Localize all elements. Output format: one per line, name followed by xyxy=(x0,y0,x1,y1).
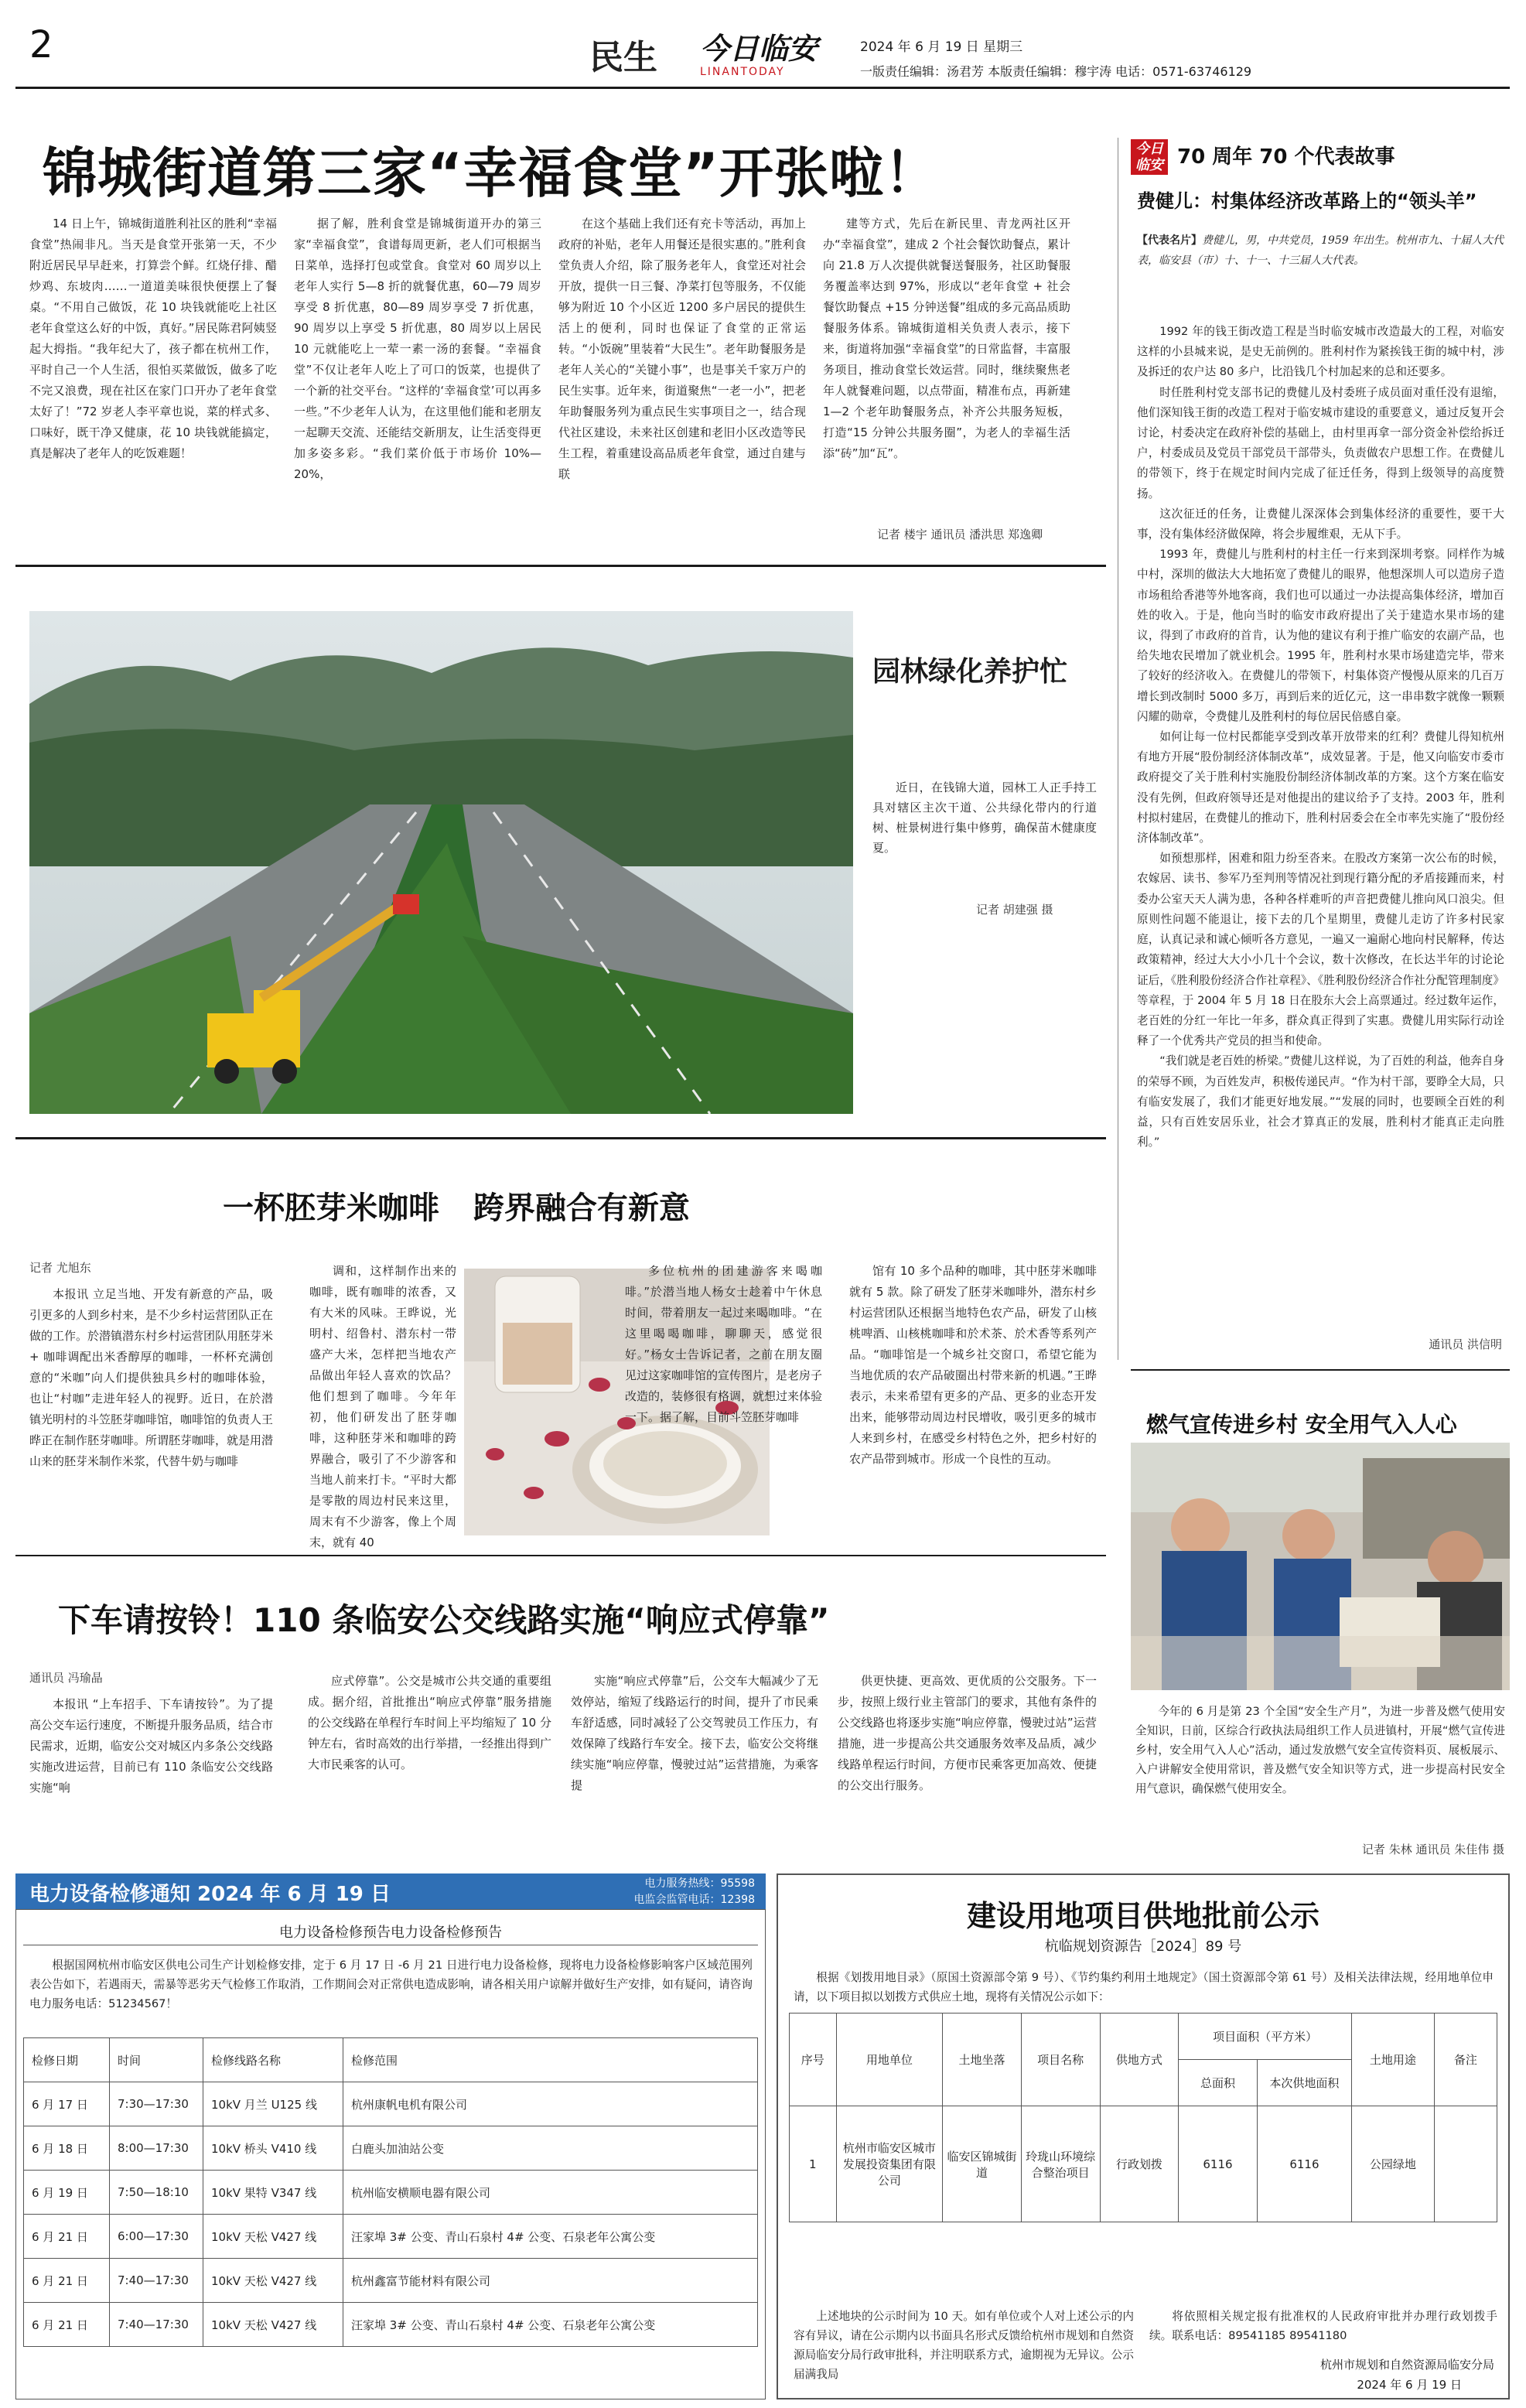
coffee-column-2: 调和，这样制作出来的咖啡，既有咖啡的浓香，又有大米的风味。王晔说，光明村、绍鲁村、潜东村一带盛产大米，怎样把当地农产品做出年轻人喜欢的饮品？他们想到了咖啡。今年年初，他们研发出了胚芽咖啡，这种胚芽米和咖啡的跨界融合，吸引了不少游客和当地人前来打卡。“平时大都是零散的周边村民来这里，周末有不少游客，像上个周末，就有 40 xyxy=(309,1264,456,1549)
lead-column-1: 14 日上午，锦城街道胜利社区的胜利“幸福食堂”热闹非凡。当天是食堂开张第一天，不少附近居民早早赶来，打算尝个鲜。红烧仔排、醋炒鸡、东坡肉……一道道美味很快便摆上了餐桌。“不用自己做饭，花 10 块钱就能吃上社区老年食堂这么好的中饭，真好。”居民陈君阿姨竖起大拇指。“我年纪大了，孩子都在杭州工作，平时自己一个人生活，很怕买菜做饭，做多了吃不完又浪费，现在社区在家门口开办了老年食堂太好了！”72 岁老人李平章也说，菜的样式多、口味好，既干净又健康，花 10 块钱就能搞定，真是解决了老年人的吃饭难题！ xyxy=(29,217,277,460)
power-table-header xyxy=(24,2038,758,2082)
land-table-header xyxy=(790,2013,1497,2060)
coffee-column-4: 馆有 10 多个品种的咖啡，其中胚芽米咖啡就有 5 款。除了研发了胚芽米咖啡外，潜东村乡村运营团队还根据当地特色农产品，研发了山核桃啤酒、山核桃咖啡和於术茶、於术香等系列产品。“咖啡馆是一个城乡社交窗口，希望它能为当地优质的农产品破圈出村带来新的机遇。”王晔表示，未来希望有更多的产品、更多的业态开发出来，能够带动周边村民增收，吸引更多的城市人来到乡村，在感受乡村特色之外，把乡村好的农产品带到城市。形成一个良性的互动。 xyxy=(849,1264,1097,1466)
table-row: 6 月 17 日 7:30—17:30 10kV 月兰 U125 线 杭州康帆电机有限公司 xyxy=(24,2082,758,2126)
page-number: 2 xyxy=(29,23,53,67)
land-notice xyxy=(777,1873,1510,2399)
table-row: 6 月 21 日 6:00—17:30 10kV 天松 V427 线 汪家埠 3# 公变、青山石泉村 4# 公变、石泉老年公寓公变 xyxy=(24,2215,758,2259)
gas-byline: 记者 朱林 通讯员 朱佳伟 摄 xyxy=(1361,1843,1504,1856)
page-header xyxy=(0,0,1526,79)
lead-headline: 锦城街道第三家“幸福食堂”开张啦！ xyxy=(43,142,940,205)
sidebar-byline: 通讯员 洪信明 xyxy=(1429,1337,1502,1351)
gas-photo xyxy=(1131,1443,1510,1690)
table-row: 6 月 21 日 7:40—17:30 10kV 天松 V427 线 杭州鑫富节能材料有限公司 xyxy=(24,2259,758,2303)
column-header: 本次供地面积 xyxy=(1257,2060,1351,2106)
land-intro: 根据《划拨用地目录》（原国土资源部令第 9 号）、《节约集约利用土地规定》（国土资源部令第 61 号）及相关法律法规，经用地单位申请，以下项目拟以划拨方式供应土地，现将有关情况公示如下： xyxy=(794,1971,1494,2003)
power-subtitle: 电力设备检修预告电力设备检修预告 xyxy=(279,1925,502,1941)
newspaper-logo: 今日临安 LINANTODAY xyxy=(700,32,818,78)
power-notice xyxy=(15,1873,766,2399)
issue-date: 2024 年 6 月 19 日 星期三 xyxy=(860,39,1023,55)
column-header: 检修线路名称 xyxy=(203,2038,343,2082)
power-header-bar xyxy=(15,1873,766,1909)
lead-column-4: 建等方式，先后在新民里、青龙两社区开办“幸福食堂”，建成 2 个社会餐饮助餐点，累计向 21.8 万人次提供就餐送餐服务，社区助餐服务覆盖率达到 97%，形成以“老年食堂 + 社会餐饮助餐点 +15 分钟送餐”组成的多元高品质助餐服务体系。锦城街道相关负责人表示，接下来，街道将加强“幸福食堂”的日常监督，丰富服务项目，推动食堂长效运营。同时，继续聚焦老年人就餐难问题，以点带面，精准布点，再新建 1—2 个老年助餐服务点，补齐公共服务短板，打造“15 分钟公共服务圈”，为老人的幸福生活添“砖”加“瓦”。 xyxy=(823,217,1070,460)
sidebar-headline: 费健儿：村集体经济改革路上的“领头羊” xyxy=(1137,190,1477,212)
power-table xyxy=(23,2037,758,2347)
coffee-column-3: 多位杭州的团建游客来喝咖啡。”於潜当地人杨女士趁着中午休息时间，带着朋友一起过来喝咖啡。“在这里喝喝咖啡，聊聊天，感觉很好。”杨女士告诉记者，之前在朋友圈见过这家咖啡馆的宣传图片，是老房子改造的，装修很有格调，就想过来体验一下。据了解，目前斗笠胚芽咖啡 xyxy=(625,1264,823,1424)
sidebar-rep-card: 【代表名片】费健儿，男，中共党员，1959 年出生。杭州市九、十届人大代表，临安县（市）十、十一、十三届人大代表。 xyxy=(1137,234,1504,267)
land-table xyxy=(789,2013,1497,2222)
bus-column-4: 供更快捷、更高效、更优质的公交服务。下一步，按照上级行业主管部门的要求，其他有条件的公交线路也将逐步实施“响应停靠，慢驶过站”运营措施，进一步提高公共交通服务效率及品质，减少线路单程运行时间，方便市民乘客更加高效、便捷的公交出行服务。 xyxy=(838,1674,1097,1792)
land-subtitle: 杭临规划资源告［2024］89 号 xyxy=(1044,1938,1242,1955)
coffee-column-1: 本报讯 立足当地、开发有新意的产品，吸引更多的人到乡村来，是不少乡村运营团队正在做的工作。於潜镇潜东村乡村运营团队用胚芽米 + 咖啡调配出米香醇厚的咖啡，一杯杯充满创意的“米咖”向人们提供独具乡村的咖啡体验，也让“村咖”走进年轻人的视野。近日，在於潜镇光明村的斗笠胚芽咖啡馆，咖啡馆的负责人王晔正在制作胚芽咖啡。所谓胚芽咖啡，就是用潜山来的胚芽米制作米浆，代替牛奶与咖啡 xyxy=(29,1287,274,1468)
column-header: 检修日期 xyxy=(24,2038,110,2082)
garden-title: 园林绿化养护忙 xyxy=(872,656,1068,688)
power-header-title: 电力设备检修通知 2024 年 6 月 19 日 xyxy=(29,1883,391,1906)
land-footer-left: 上述地块的公示时间为 10 天。如有单位或个人对上述公示的内容有异议，请在公示期内以书面具名形式反馈给杭州市规划和自然资源局临安分局行政审批科，并注明联系方式，逾期视为无异议。公示届满我局 xyxy=(794,2310,1134,2381)
garden-caption: 近日，在钱锦大道，园林工人正手持工具对辖区主次干道、公共绿化带内的行道树、桩景树进行集中修剪，确保苗木健康度夏。 xyxy=(872,780,1097,855)
editor-info: 一版责任编辑：汤君芳 本版责任编辑：穆宇涛 电话：0571-63746129 xyxy=(860,64,1252,79)
sidebar-series: 70 周年 70 个代表故事 xyxy=(1177,145,1395,169)
column-header: 项目面积（平方米） xyxy=(1179,2013,1352,2060)
column-header: 序号 xyxy=(790,2013,837,2106)
garden-byline: 记者 胡建强 摄 xyxy=(976,903,1053,917)
column-header: 土地坐落 xyxy=(943,2013,1022,2106)
bus-column-1: 本报讯 “上车招手、下车请按铃”。为了提高公交车运行速度，不断提升服务品质，结合市民需求，近期，临安公交对城区内多条公交线路实施改进运营，目前已有 110 条临安公交线路实施“响 xyxy=(29,1697,274,1795)
power-hotline: 电力服务热线：95598 xyxy=(644,1877,755,1890)
column-header: 检修范围 xyxy=(343,2038,758,2082)
land-signature: 杭州市规划和自然资源局临安分局 xyxy=(1319,2358,1494,2372)
bus-byline: 通讯员 冯瑜晶 xyxy=(29,1671,103,1685)
gas-photo-image xyxy=(1131,1443,1510,1690)
column-header: 供地方式 xyxy=(1100,2013,1179,2106)
sidebar-body: 1992 年的钱王街改造工程是当时临安城市改造最大的工程，对临安这样的小县城来说，是史无前例的。胜利村作为紧挨钱王街的城中村，涉及拆迁的农户达 80 多户，比沿钱几个村加起来的总和还要多。 时任胜利村党支部书记的费健儿及村委班子成员面对重任没有退缩，他们深知钱王街的改造工程对于临安城市建设的重要意义，通过反复开会讨论，村委决定在政府补偿的基础上，由村里再拿一部分资金补偿给拆迁户，村委成员及党员干部党员干部带头，负责做农户思想工作。在费健儿的带领下，终于在规定时间内完成了征迁任务，得到上级领导的高度赞扬。 这次征迁的任务，让费健儿深深体会到集体经济的重要性，要干大事，没有集体经济做保障，将会步履维艰，无从下手。 1993 年，费健儿与胜利村的村主任一行来到深圳考察。同样作为城中村，深圳的做法大大地拓宽了费健儿的眼界，他想深圳人可以造房子造市场租给香港等外地客商，我们也可以通过一办法提高集体经济，增加百姓的收入。于是，他向当时的临安市政府提出了关于建造水果市场的建议，得到了市政府的首肯，认为他的建议有利于推广临安的农副产品，也给失地农民增加了就业机会。1995 年，胜利村水果市场建造完毕，带来了较好的经济收入。在费健儿的带领下，村集体资产慢慢从原来的几百万增长到改制时 5000 多万，再到后来的近亿元，这一串串数字就像一颗颗闪耀的勋章，令费健儿及胜利村的每位居民倍感自豪。 如何让每一位村民都能享受到改革开放带来的红利？费健儿得知杭州有地方开展“股份制经济体制改革”，成效显著。于是，他又向临安市委市政府提交了关于胜利村实施股份制经济体制改革的方案。这个方案在临安没有先例，但政府领导还是对他提出的建议给予了支持。2003 年，胜利村拟村建居，在费健儿的推动下，胜利村居委会在全市率先实施了“股份经济体制改革”。 如预想那样，困难和阻力纷至沓来。在股改方案第一次公布的时候，农嫁居、读书、参军乃至判刑等情况社到现行籍分配的矛盾接踵而来，村委办公室天天人满为患，各种各样难听的声音把费健儿推向风口浪尖。但原则性问题不能退让，接下去的几个星期里，费健儿走访了许多村民家庭，认真记录和诚心倾听各方意见，一遍又一遍耐心地向村民解释，传达政策精神，经过大大小小几十个会议，数十次修改，在长达半年的讨论论证后，《胜利股份经济合作社章程》、《胜利股份经济合作社分配管理制度》等章程，于 2004 年 5 月 18 日在股东大会上高票通过。经过数年运作，老百姓的分红一年比一年多，群众真正得到了实惠。费健儿用实际行动诠释了一个优秀共产党员的担当和使命。 “我们就是老百姓的桥梁。”费健儿这样说，为了百姓的利益，他奔自身的荣辱不顾，为百姓发声，积极传递民声。“作为村干部，要睁全大局，只有临安发展了，我们才能更好地发展。”“发展的同时，也要顾全百姓的利益，只有百姓安居乐业，社会才算真正的发展，胜利村才能真正走向胜利。” xyxy=(1137,325,1504,1149)
column-header: 用地单位 xyxy=(836,2013,943,2106)
bus-column-2: 应式停靠”。公交是城市公共交通的重要组成。据介绍，首批推出“响应式停靠”服务措施的公交线路在单程行车时间上平均缩短了 10 分钟左右，省时高效的出行举措，一经推出得到广大市民乘客的认可。 xyxy=(308,1674,552,1771)
lead-column-3: 在这个基础上我们还有充卡等活动，再加上政府的补贴，老年人用餐还是很实惠的。”胜利食堂负责人介绍，除了服务老年人，食堂还对社会开放，提供一日三餐、净菜打包等服务，不仅能够为附近 10 个小区近 1200 多户居民的提供生活上的便利，同时也保证了食堂的正常运转。“小饭碗”里装着“大民生”。老年助餐服务是老年人关心的“关键小事”，也是事关千家万户的民生实事。近年来，街道聚焦“一老一小”，把老年助餐服务列为重点民生实事项目之一，结合现代社区建设，未来社区创建和老旧小区改造等民生工程，着重建设高品质老年食堂，通过自建与联 xyxy=(558,217,806,481)
lead-byline: 记者 楼宇 通讯员 潘洪思 郑逸卿 xyxy=(877,528,1043,541)
column-header: 项目名称 xyxy=(1021,2013,1100,2106)
garden-photo-image xyxy=(29,611,853,1114)
table-row: 6 月 21 日 7:40—17:30 10kV 天松 V427 线 汪家埠 3# 公变、青山石泉村 4# 公变、石泉老年公寓公变 xyxy=(24,2303,758,2347)
land-footer-right: 将依照相关规定报有批准权的人民政府审批并办理行政划拨手续。联系电话：89541185 89541180 xyxy=(1149,2310,1497,2342)
section-name: 民生 xyxy=(589,38,657,77)
column-header: 土地用途 xyxy=(1352,2013,1435,2106)
sidebar-story xyxy=(1131,138,1510,1352)
table-row: 1 杭州市临安区城市发展投资集团有限公司 临安区锦城街道 玲珑山环境综合整治项目 行政划拨 6116 6116 公园绿地 xyxy=(790,2106,1497,2222)
lead-column-2: 据了解，胜利食堂是锦城街道开办的第三家“幸福食堂”，食谱每周更新，老人们可根据当日菜单，选择打包或堂食。食堂对 60 周岁以上老年人实行 5—8 折的就餐优惠，60—79 周岁享受 8 折优惠，80—89 周岁享受 7 折优惠，90 周岁以上享受 5 折优惠，80 周岁以上居民 10 元就能吃上一荤一素一汤的套餐。“幸福食堂”不仅让老年人吃上了可口的饭菜，也提供了一个新的社交平台。“这样的‘幸福食堂’可以再多一些。”不少老年人认为，在这里他们能和老朋友一起聊天交流、还能结交新朋友，让生活变得更加多姿多彩。“我们菜价低于市场价 10%—20%， xyxy=(294,217,541,481)
coffee-headline: 一杯胚芽米咖啡 跨界融合有新意 xyxy=(223,1190,690,1226)
column-header: 总面积 xyxy=(1179,2060,1258,2106)
sidebar-badge: 今日临安 xyxy=(1131,139,1168,175)
power-intro: 根据国网杭州市临安区供电公司生产计划检修安排，定于 6 月 17 日 -6 月 21 日进行电力设备检修，现将电力设备检修影响客户区域范围列表公告如下，若遇雨天，需暴等恶劣天气检修工作取消，工作期间会对正常供电造成影响，请各相关用户谅解并做好生产安排，如有疑问，请咨询电力服务电话：51234567！ xyxy=(29,1959,753,2010)
gas-headline: 燃气宣传进乡村 安全用气入人心 xyxy=(1146,1412,1457,1437)
table-row: 6 月 18 日 8:00—17:30 10kV 桥头 V410 线 白鹿头加油站公变 xyxy=(24,2126,758,2171)
coffee-byline: 记者 尤旭东 xyxy=(29,1261,91,1275)
land-sign-date: 2024 年 6 月 19 日 xyxy=(1357,2378,1462,2392)
power-supervision-hotline: 电监会监管电话：12398 xyxy=(633,1894,755,1906)
garden-photo xyxy=(29,611,853,1114)
table-row: 6 月 19 日 7:50—18:10 10kV 果特 V347 线 杭州临安横顺电器有限公司 xyxy=(24,2171,758,2215)
bus-headline: 下车请按铃！110 条临安公交线路实施“响应式停靠” xyxy=(58,1601,830,1639)
gas-caption: 今年的 6 月是第 23 个全国“安全生产月”，为进一步普及燃气使用安全知识，日前，区综合行政执法局组织工作人员进镇村，开展“燃气宣传进乡村，安全用气入人心”活动，通过发放燃气安全宣传资料页、展板展示、入户讲解安全使用常识，普及燃气安全知识等方式，进一步提高村民安全用气意识，确保燃气使用安全。 xyxy=(1135,1705,1505,1795)
column-header: 备注 xyxy=(1434,2013,1497,2106)
column-header: 时间 xyxy=(110,2038,203,2082)
land-title: 建设用地项目供地批前公示 xyxy=(966,1899,1319,1933)
bus-column-3: 实施“响应式停靠”后，公交车大幅减少了无效停站，缩短了线路运行的时间，提升了市民乘车舒适感，同时减轻了公交驾驶员工作压力，有效保障了线路行车安全。接下去，临安公交将继续实施“响应停靠，慢驶过站”运营措施，为乘客提 xyxy=(571,1674,818,1792)
